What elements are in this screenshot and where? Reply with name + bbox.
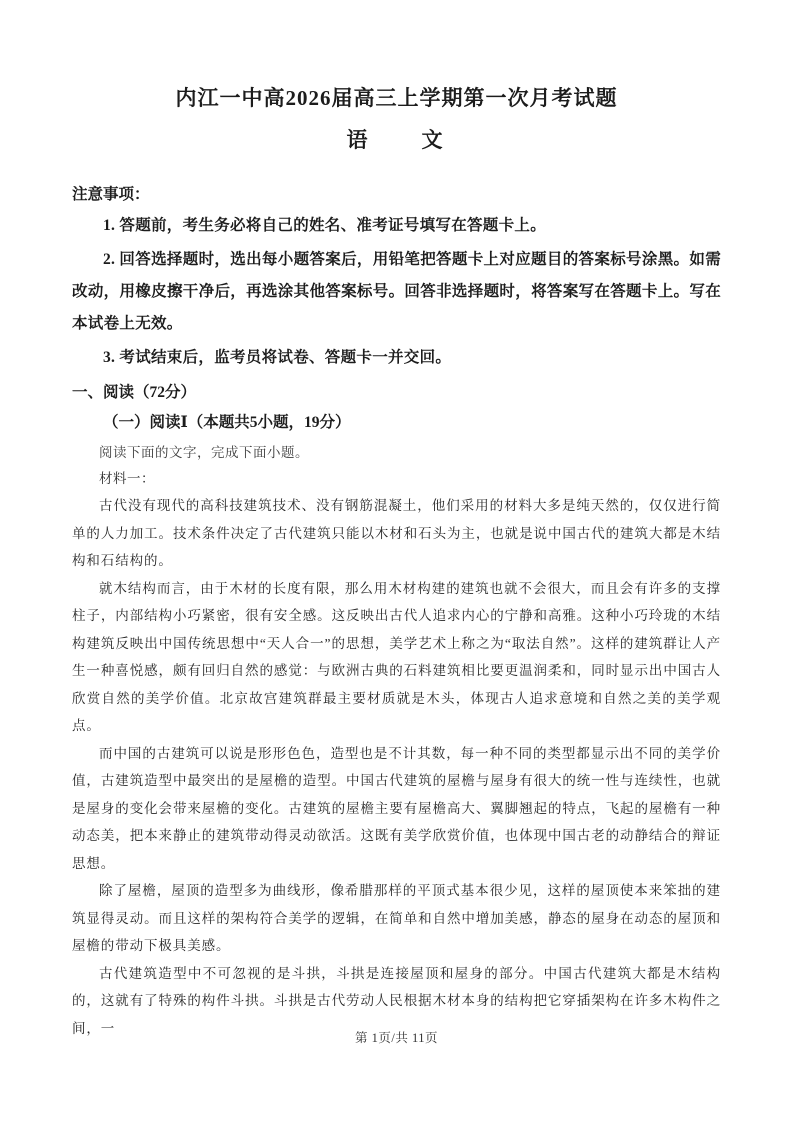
exam-subject: 语 文 — [346, 128, 447, 152]
page-number-footer: 第 1页/共 11页 — [354, 1031, 438, 1045]
material-paragraph: 除了屋檐，屋顶的造型多为曲线形，像希腊那样的平顶式基本很少见，这样的屋顶使本来笨拙的建筑显得灵动。而且这样的架构符合美学的逻辑，在简单和自然中增加美感，静态的屋身在动态的屋顶和屋檐的带动下极具美感。 — [72, 883, 721, 953]
reading-instruction: 阅读下面的文字，完成下面小题。 — [99, 445, 309, 460]
subsection-heading-reading-1: （一）阅读Ⅰ（本题共5小题，19分） — [103, 414, 351, 431]
material-paragraph: 古代没有现代的高科技建筑技术、没有钢筋混凝土，他们采用的材料大多是纯天然的，仅仅进行简单的人力加工。技术条件决定了古代建筑只能以木材和石头为主，也就是说中国古代的建筑大都是木结构和石结构的。 — [72, 498, 721, 568]
material-paragraph: 而中国的古建筑可以说是形形色色，造型也是不计其数，每一种不同的类型都显示出不同的美学价值，古建筑造型中最突出的是屋檐的造型。中国古代建筑的屋檐与屋身有很大的统一性与连续性，也就是屋身的变化会带来屋檐的变化。古建筑的屋檐主要有屋檐高大、翼脚翘起的特点，飞起的屋檐有一种动态美，把本来静止的建筑带动得灵动欲活。这既有美学欣赏价值，也体现中国古老的动静结合的辩证思想。 — [72, 745, 721, 871]
notice-item: 1. 答题前，考生务必将自己的姓名、准考证号填写在答题卡上。 — [103, 217, 547, 234]
section-heading-reading: 一、阅读（72分） — [72, 384, 197, 401]
notice-section — [72, 180, 721, 374]
notice-item: 3. 考试结束后，监考员将试卷、答题卡一并交回。 — [103, 349, 452, 366]
material-paragraph: 古代建筑造型中不可忽视的是斗拱，斗拱是连接屋顶和屋身的部分。中国古代建筑大都是木结构的，这就有了特殊的构件斗拱。斗拱是古代劳动人民根据木材本身的结构把它穿插架构在许多木构件之间，一 — [72, 965, 721, 1036]
notice-heading: 注意事项： — [72, 186, 150, 203]
material-paragraph: 就木结构而言，由于木材的长度有限，那么用木材构建的建筑也就不会很大，而且会有许多的支撑柱子，内部结构小巧紧密，很有安全感。这反映出古代人追求内心的宁静和高雅。这种小巧玲珑的木结构建筑反映出中国传统思想中“天人合一”的思想，美学艺术上称之为“取法自然”。这样的建筑群让人产生一种喜悦感，颇有回归自然的感觉：与欧洲古典的石料建筑相比要更温润柔和，同时显示出中国古人欣赏自然的美学价值。北京故宫建筑群最主要材质就是木头，体现古人追求意境和自然之美的美学观点。 — [72, 580, 721, 733]
exam-title: 内江一中高2026届高三上学期第一次月考试题 — [175, 86, 618, 110]
notice-item: 2. 回答选择题时，选出每小题答案后，用铅笔把答题卡上对应题目的答案标号涂黑。如需改动，用橡皮擦干净后，再选涂其他答案标号。回答非选择题时，将答案写在答题卡上。写在本试卷上无效。 — [72, 251, 721, 332]
material-one-label: 材料一： — [99, 471, 155, 486]
